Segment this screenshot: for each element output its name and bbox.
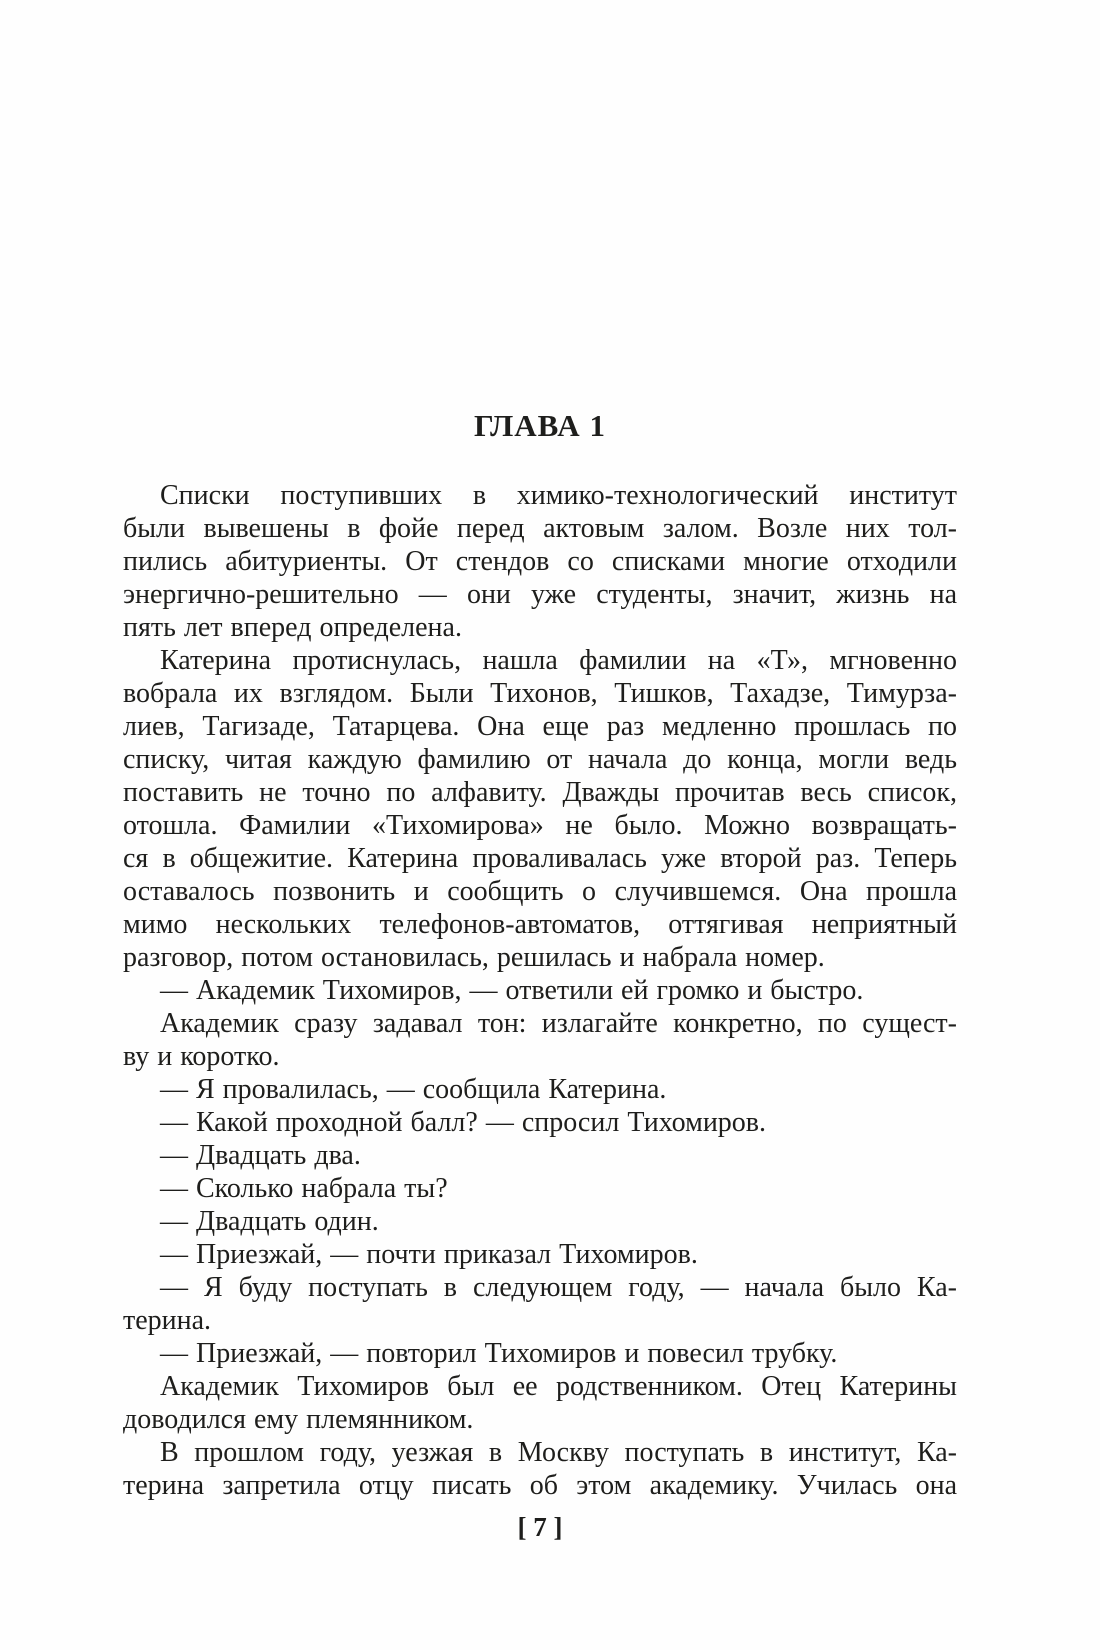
dialogue-line: — Академик Тихомиров, — ответили ей громко и быстро. [160, 975, 864, 1006]
text-line: лиев, Тагизаде, Татарцева. Она еще раз медленно прошлась по [123, 711, 957, 742]
text-line: терина. [123, 1305, 212, 1336]
text-line: Списки поступивших в химико-технологический институт [160, 480, 957, 511]
page-number: [ 7 ] [517, 1512, 563, 1542]
text-line: Академик Тихомиров был ее родственником. Отец Катерины [160, 1371, 957, 1402]
text-line: Академик сразу задавал тон: излагайте конкретно, по сущест- [160, 1008, 957, 1039]
dialogue-line: — Двадцать один. [160, 1206, 379, 1237]
text-line: отошла. Фамилии «Тихомирова» не было. Можно возвращать- [123, 810, 957, 841]
text-line: были вывешены в фойе перед актовым залом. Возле них тол- [123, 513, 957, 544]
text-line: энергично-решительно — они уже студенты, значит, жизнь на [123, 579, 957, 610]
text-line: ся в общежитие. Катерина проваливалась уже второй раз. Теперь [123, 843, 957, 874]
text-line: ву и коротко. [123, 1041, 280, 1072]
text-line: В прошлом году, уезжая в Москву поступать в институт, Ка- [160, 1437, 957, 1468]
text-line: мимо нескольких телефонов-автоматов, оттягивая неприятный [123, 909, 957, 940]
dialogue-line: — Я буду поступать в следующем году, — начала было Ка- [160, 1272, 957, 1303]
dialogue-line: — Какой проходной балл? — спросил Тихомиров. [160, 1107, 767, 1138]
chapter-heading: ГЛАВА 1 [474, 408, 606, 443]
text-line: оставалось позвонить и сообщить о случившемся. Она прошла [123, 876, 957, 907]
text-line: списку, читая каждую фамилию от начала до конца, могли ведь [123, 744, 957, 775]
dialogue-line: — Двадцать два. [160, 1140, 361, 1171]
text-line: поставить не точно по алфавиту. Дважды прочитав весь список, [123, 777, 957, 808]
dialogue-line: — Я провалилась, — сообщила Катерина. [160, 1074, 667, 1105]
dialogue-line: — Сколько набрала ты? [160, 1173, 448, 1204]
text-line: вобрала их взглядом. Были Тихонов, Тишков, Тахадзе, Тимурза- [123, 678, 957, 709]
text-line: терина запретила отцу писать об этом академику. Училась она [123, 1470, 957, 1501]
text-line: пились абитуриенты. От стендов со списками многие отходили [123, 546, 957, 577]
text-line: Катерина протиснулась, нашла фамилии на «Т», мгновенно [160, 645, 957, 676]
text-line: разговор, потом остановилась, решилась и набрала номер. [123, 942, 825, 973]
dialogue-line: — Приезжай, — почти приказал Тихомиров. [160, 1239, 698, 1270]
dialogue-line: — Приезжай, — повторил Тихомиров и повесил трубку. [160, 1338, 838, 1369]
text-line: пять лет вперед определена. [123, 612, 462, 643]
body-text [123, 479, 957, 1502]
text-line: доводился ему племянником. [123, 1404, 474, 1435]
